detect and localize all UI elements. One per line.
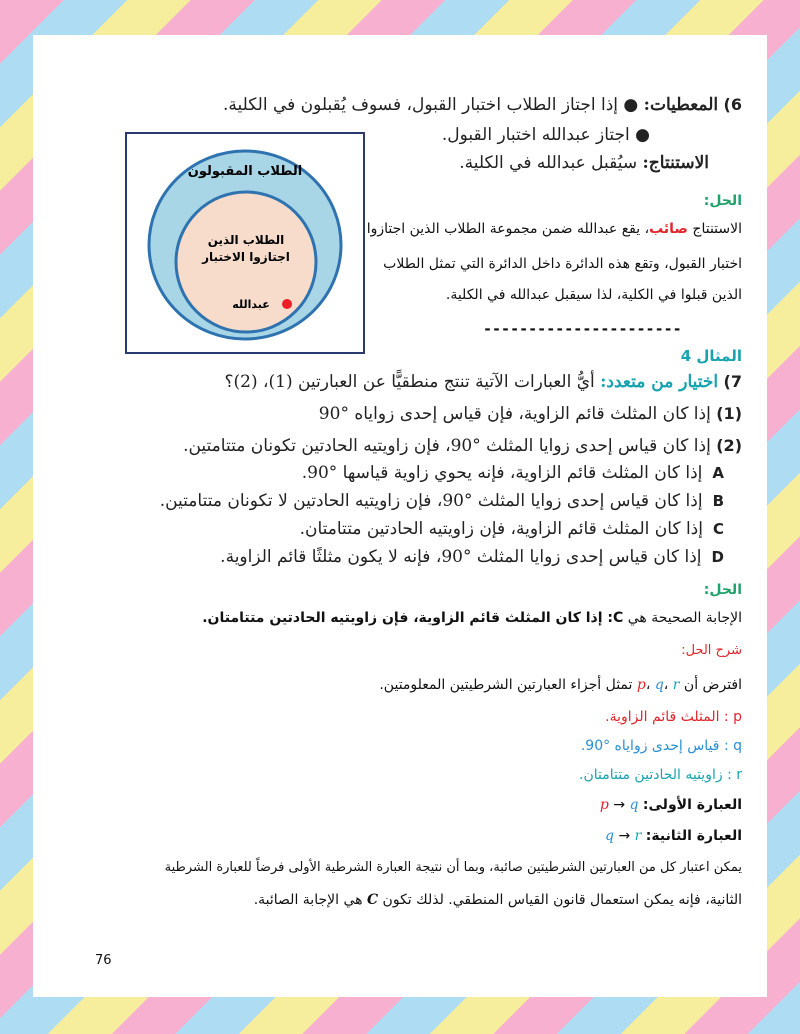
first-p: p bbox=[599, 797, 609, 813]
q-definition: q : قياس إحدى زواياه °90. bbox=[580, 738, 742, 754]
p-definition: p : المثلث قائم الزاوية. bbox=[605, 709, 742, 725]
option-b-letter: B bbox=[712, 492, 724, 510]
given-1: إذا اجتاز الطلاب اختبار القبول، فسوف يُقبلون في الكلية. bbox=[222, 95, 619, 115]
statement-1-number: (1) bbox=[716, 404, 742, 423]
assume-pre: افترض أن bbox=[679, 677, 742, 693]
bullet-icon: ● bbox=[629, 125, 650, 145]
option-d-letter: D bbox=[711, 548, 724, 566]
statement-2-number: (2) bbox=[716, 436, 742, 455]
para2-pre: الثانية، فإنه يمكن استعمال قانون القياس المنطقي. لذلك تكون bbox=[378, 892, 742, 908]
option-a-text: إذا كان المثلث قائم الزاوية، فإنه يحوي زاوية قياسها °90. bbox=[301, 463, 703, 483]
solution1-line2: اختبار القبول، وتقع هذه الدائرة داخل الدائرة التي تمثل الطلاب bbox=[383, 256, 742, 272]
venn-diagram bbox=[125, 132, 365, 354]
first-statement-formula bbox=[600, 797, 639, 813]
option-b bbox=[160, 491, 724, 511]
statement-2-text: إذا كان قياس إحدى زوايا المثلث °90، فإن زاويتيه الحادتين تكونان متتامتين. bbox=[183, 436, 711, 456]
answer-pre: الإجابة الصحيحة هي bbox=[623, 610, 742, 626]
solution1-heading: الحل: bbox=[703, 193, 742, 209]
question-number: 7) bbox=[723, 372, 742, 391]
page-number: 76 bbox=[95, 953, 112, 968]
outer-circle-label: الطلاب المقبولون bbox=[187, 164, 303, 179]
separator-line: ---------------------- bbox=[483, 320, 682, 338]
second-statement bbox=[605, 828, 742, 844]
page bbox=[33, 35, 767, 997]
statement-1-text: إذا كان المثلث قائم الزاوية، فإن قياس إحدى زواياه °90 bbox=[318, 404, 711, 424]
var-q: q bbox=[654, 677, 664, 693]
mcq-label: اختيار من متعدد: bbox=[600, 372, 719, 392]
solution1-line1-post: ، يقع عبدالله ضمن مجموعة الطلاب الذين اجتازوا bbox=[366, 221, 650, 237]
conclusion-text: سيُقبل عبدالله في الكلية. bbox=[459, 153, 638, 173]
conclusion-paragraph-line1: يمكن اعتبار كل من العبارتين الشرطيتين صائبة، وبما أن نتيجة العبارة الشرطية الأولى فرضاً للعبارة الشرطية bbox=[164, 860, 742, 875]
second-statement-formula bbox=[605, 828, 641, 844]
option-b-text: إذا كان قياس إحدى زوايا المثلث °90، فإن زاويتيه الحادتين لا تكونان متتامتين. bbox=[159, 491, 703, 511]
example4-heading: المثال 4 bbox=[680, 347, 742, 365]
explain-heading: شرح الحل: bbox=[681, 643, 742, 658]
option-c bbox=[300, 519, 724, 539]
valid-word: صائب bbox=[649, 221, 688, 237]
option-c-text: إذا كان المثلث قائم الزاوية، فإن زاويتيه الحادتين متتامتان. bbox=[299, 519, 703, 539]
option-c-letter: C bbox=[712, 520, 724, 538]
inner-circle-label-line1: الطلاب الذين bbox=[207, 233, 285, 247]
option-d bbox=[220, 547, 724, 567]
first-q: q bbox=[629, 797, 639, 813]
abdullah-point bbox=[282, 299, 292, 309]
option-a bbox=[302, 463, 724, 483]
answer-text: : إذا كان المثلث قائم الزاوية، فإن زاويتيه الحادتين متتامتان. bbox=[202, 610, 614, 626]
solution1-line1-pre: الاستنتاج bbox=[687, 221, 742, 237]
bullet-icon: ● bbox=[618, 95, 639, 115]
var-r: r bbox=[672, 677, 680, 693]
assume-post: تمثل أجزاء العبارتين الشرطيتين المعلومتين. bbox=[379, 677, 637, 693]
para2-post: هي الإجابة الصائبة. bbox=[253, 892, 367, 908]
statement-2 bbox=[183, 436, 742, 456]
givens-label: المعطيات: bbox=[643, 95, 719, 115]
inner-circle-label-line2: اجتازوا الاختبار bbox=[202, 250, 290, 264]
example4-question-line bbox=[224, 372, 742, 392]
problem6-conclusion-line bbox=[459, 153, 709, 173]
option-a-letter: A bbox=[712, 464, 724, 482]
conclusion-label: الاستنتاج: bbox=[642, 153, 709, 173]
conclusion-paragraph-line2 bbox=[254, 892, 742, 908]
option-d-text: إذا كان قياس إحدى زوايا المثلث °90، فإنه لا يكون مثلثًا قائم الزاوية. bbox=[220, 547, 702, 567]
first-statement-label: العبارة الأولى: bbox=[642, 797, 742, 813]
solution2-heading: الحل: bbox=[703, 582, 742, 598]
given-2: اجتاز عبدالله اختبار القبول. bbox=[441, 125, 630, 145]
answer-letter: C bbox=[613, 610, 624, 626]
first-statement bbox=[600, 797, 742, 813]
first-arrow: → bbox=[613, 797, 626, 813]
problem6-given2-line bbox=[442, 125, 650, 145]
solution1-line1 bbox=[367, 221, 742, 237]
second-arrow: → bbox=[618, 828, 631, 844]
assume-line: افترض أن p، q، r تمثل أجزاء العبارتين الشرطيتين المعلومتين. bbox=[379, 677, 742, 693]
point-label: عبدالله bbox=[232, 298, 270, 311]
para2-c: C bbox=[366, 892, 379, 908]
r-definition: r : زاويتيه الحادتين متتامتان. bbox=[579, 767, 742, 783]
problem6-givens-line bbox=[223, 95, 742, 115]
question-text: أيُّ العبارات الآتية تنتج منطقيًّا عن العبارتين (1)، (2)؟ bbox=[224, 372, 595, 392]
var-p: p bbox=[636, 677, 646, 693]
second-q: q bbox=[605, 828, 614, 844]
statement-1 bbox=[319, 404, 742, 424]
answer-line bbox=[202, 610, 742, 626]
solution1-line3: الذين قبلوا في الكلية، لذا سيقبل عبدالله في الكلية. bbox=[445, 287, 742, 303]
problem-number: 6) bbox=[723, 95, 742, 114]
second-statement-label: العبارة الثانية: bbox=[645, 828, 742, 844]
second-r: r bbox=[634, 828, 642, 844]
